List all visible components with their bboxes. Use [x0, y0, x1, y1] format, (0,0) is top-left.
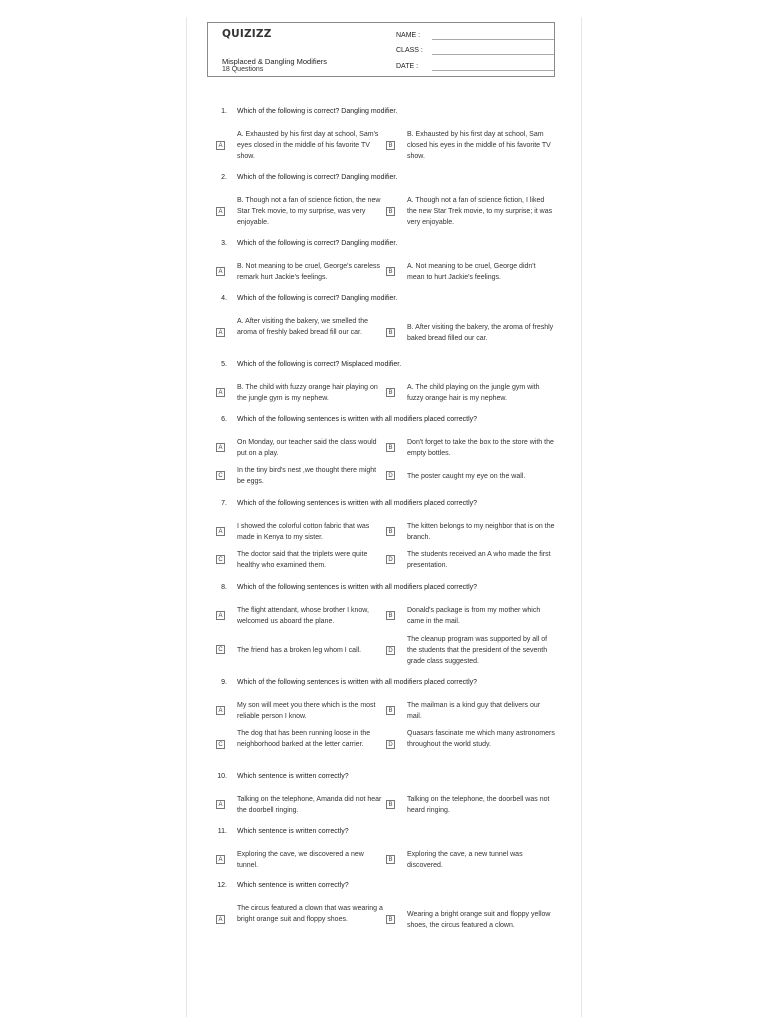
option-letter: D: [386, 646, 395, 655]
option-text: A. The child playing on the jungle gym with fuzzy orange hair is my nephew.: [407, 384, 540, 402]
option-letter: D: [386, 740, 395, 749]
option-text: B. Exhausted by his first day at school, Sam closed his eyes in the middle of his favorite TV show.: [407, 131, 551, 160]
question-number: 4.: [221, 295, 227, 302]
question-number: 6.: [221, 416, 227, 423]
option-text: The cleanup program was supported by all of the students that the president of the seventh grade class suggested.: [407, 636, 548, 665]
worksheet-title: Misplaced & Dangling Modifiers: [222, 57, 328, 66]
worksheet-header: [207, 22, 555, 77]
class-label: CLASS :: [396, 47, 423, 54]
question-number: 9.: [221, 679, 227, 686]
option-letter: A: [216, 267, 225, 276]
option-letter: C: [216, 740, 225, 749]
question-number: 2.: [221, 174, 227, 181]
option-text: My son will meet you there which is the most reliable person I know.: [237, 702, 376, 720]
option-letter: A: [216, 388, 225, 397]
option-text: A. Not meaning to be cruel, George didn't mean to hurt Jackie's feelings.: [407, 263, 536, 281]
question-text: Which of the following is correct? Dangling modifier.: [237, 240, 398, 247]
option-text: B. After visiting the bakery, the aroma of freshly baked bread filled our car.: [407, 324, 554, 342]
option-letter: A: [216, 855, 225, 864]
option-text: The kitten belongs to my neighbor that is on the branch.: [407, 523, 555, 541]
question-text: Which of the following is correct? Dangling modifier.: [237, 295, 398, 302]
option-text: A. Though not a fan of science fiction, I liked the new Star Trek movie, to my surprise; it was very enjoyable.: [407, 197, 553, 226]
option-text: A. After visiting the bakery, we smelled the aroma of freshly baked bread fill our car.: [237, 318, 368, 336]
option-letter: D: [386, 471, 395, 480]
option-letter: B: [386, 443, 395, 452]
question-number: 1.: [221, 108, 227, 115]
option-letter: B: [386, 915, 395, 924]
option-letter: A: [216, 443, 225, 452]
option-text: B. Not meaning to be cruel, George's careless remark hurt Jackie's feelings.: [237, 263, 380, 281]
option-text: Wearing a bright orange suit and floppy yellow shoes, the circus featured a clown.: [407, 911, 551, 929]
question-number: 3.: [221, 240, 227, 247]
question-number: 10.: [217, 773, 227, 780]
question-text: Which of the following is correct? Dangling modifier.: [237, 108, 398, 115]
option-letter: A: [216, 611, 225, 620]
question-number: 11.: [217, 828, 227, 835]
option-letter: B: [386, 207, 395, 216]
question-number: 8.: [221, 584, 227, 591]
option-text: Exploring the cave, a new tunnel was discovered.: [407, 851, 523, 869]
worksheet-page: [186, 17, 582, 1017]
option-letter: D: [386, 555, 395, 564]
option-text: The dog that has been running loose in the neighborhood barked at the letter carrier.: [237, 730, 371, 748]
option-text: The mailman is a kind guy that delivers our mail.: [407, 702, 541, 720]
class-field: [396, 47, 423, 54]
option-text: The flight attendant, whose brother I know, welcomed us aboard the plane.: [237, 607, 369, 625]
option-letter: A: [216, 915, 225, 924]
option-text: In the tiny bird's nest ,we thought there might be eggs.: [237, 467, 377, 485]
date-line: [432, 70, 554, 71]
question-number: 5.: [221, 361, 227, 368]
option-text: Don't forget to take the box to the store with the empty bottles.: [407, 439, 554, 457]
question-number: 7.: [221, 500, 227, 507]
question-text: Which sentence is written correctly?: [237, 828, 349, 835]
option-text: Talking on the telephone, the doorbell was not heard ringing.: [407, 796, 550, 814]
option-letter: A: [216, 141, 225, 150]
option-text: A. Exhausted by his first day at school, Sam's eyes closed in the middle of his favorite TV show.: [237, 131, 379, 160]
question-text: Which of the following sentences is written with all modifiers placed correctly?: [237, 584, 478, 591]
option-text: Talking on the telephone, Amanda did not hear the doorbell ringing.: [237, 796, 382, 814]
question-text: Which sentence is written correctly?: [237, 773, 349, 780]
option-letter: B: [386, 328, 395, 337]
option-letter: B: [386, 706, 395, 715]
option-text: The poster caught my eye on the wall.: [407, 473, 526, 480]
option-letter: A: [216, 207, 225, 216]
date-label: DATE :: [396, 63, 419, 70]
question-text: Which of the following sentences is written with all modifiers placed correctly?: [237, 500, 478, 507]
question-text: Which sentence is written correctly?: [237, 882, 349, 889]
option-letter: A: [216, 800, 225, 809]
option-text: B. The child with fuzzy orange hair playing on the jungle gym is my nephew.: [237, 384, 378, 402]
option-text: Donald's package is from my mother which came in the mail.: [407, 607, 541, 625]
class-line: [432, 54, 554, 55]
option-text: Exploring the cave, we discovered a new tunnel.: [237, 851, 364, 869]
option-text: The students received an A who made the first presentation.: [407, 551, 551, 569]
option-letter: C: [216, 471, 225, 480]
option-text: The friend has a broken leg whom I call.: [237, 647, 362, 654]
option-letter: B: [386, 267, 395, 276]
quizizz-logo: QUIZIZZ: [222, 28, 272, 40]
name-field: [396, 32, 420, 39]
question-text: Which of the following sentences is written with all modifiers placed correctly?: [237, 679, 478, 686]
option-text: Quasars fascinate me which many astronomers throughout the world study.: [407, 730, 555, 748]
option-text: The circus featured a clown that was wearing a bright orange suit and floppy shoes.: [237, 905, 383, 923]
option-letter: A: [216, 706, 225, 715]
option-letter: A: [216, 328, 225, 337]
question-count: 18 Questions: [222, 66, 264, 73]
option-text: The doctor said that the triplets were quite healthy who examined them.: [237, 551, 368, 569]
question-text: Which of the following is correct? Dangling modifier.: [237, 174, 398, 181]
name-label: NAME :: [396, 32, 421, 39]
date-field: [396, 63, 418, 70]
option-letter: B: [386, 800, 395, 809]
option-letter: C: [216, 555, 225, 564]
option-letter: B: [386, 611, 395, 620]
option-letter: B: [386, 141, 395, 150]
question-text: Which of the following sentences is written with all modifiers placed correctly?: [237, 416, 478, 423]
question-text: Which of the following is correct? Misplaced modifier.: [237, 361, 402, 368]
option-letter: B: [386, 388, 395, 397]
option-text: I showed the colorful cotton fabric that was made in Kenya to my sister.: [237, 523, 370, 541]
option-letter: A: [216, 527, 225, 536]
option-letter: C: [216, 645, 225, 654]
option-text: B. Though not a fan of science fiction, the new Star Trek movie, to my surprise, was very enjoyable.: [237, 197, 381, 226]
question-number: 12.: [217, 882, 227, 889]
name-line: [432, 39, 554, 40]
option-text: On Monday, our teacher said the class would put on a play.: [237, 439, 377, 457]
option-letter: B: [386, 527, 395, 536]
option-letter: B: [386, 855, 395, 864]
